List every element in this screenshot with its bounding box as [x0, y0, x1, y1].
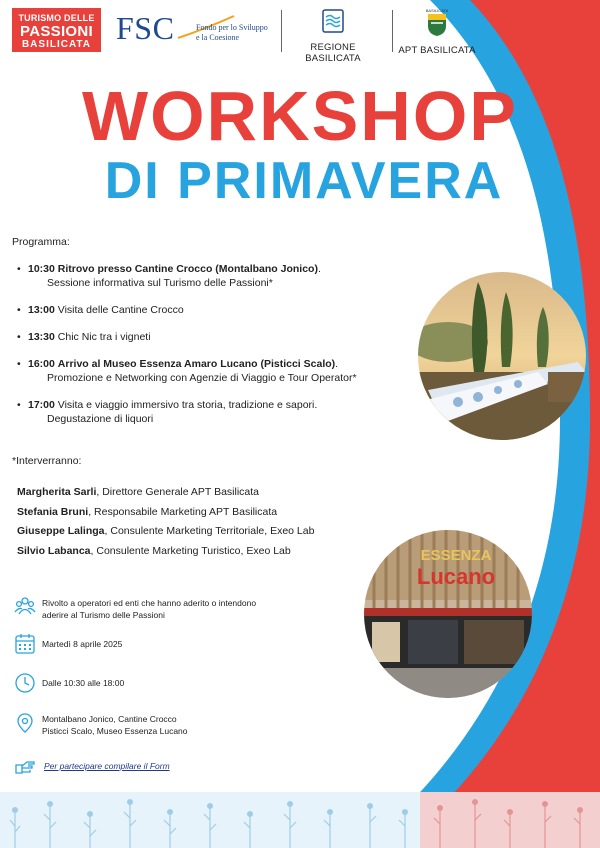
- bullet: •: [17, 358, 21, 370]
- location-pin-icon: [14, 712, 36, 734]
- header-divider: [281, 10, 282, 52]
- museum-sign-line-2: Lucano: [416, 564, 496, 589]
- speaker-role: , Responsabile Marketing APT Basilicata: [88, 506, 278, 518]
- turismo-delle-passioni-logo: [12, 8, 101, 52]
- event-date: Martedì 8 aprile 2025: [42, 639, 123, 649]
- group-people-icon: [14, 595, 36, 617]
- audience-line-1: Rivolto a operatori ed enti che hanno aderito o intendono: [42, 598, 257, 608]
- bullet: •: [17, 399, 21, 411]
- apt-crest-text: BASILICATA: [425, 8, 449, 13]
- speaker-row: [17, 506, 277, 518]
- apt-name: APT BASILICATA: [398, 45, 476, 56]
- speaker-row: [17, 486, 259, 498]
- speaker-role: , Consulente Marketing Territoriale, Exeo Lab: [104, 525, 315, 537]
- pointing-hand-icon: [14, 755, 36, 777]
- item-time: 10:30: [28, 263, 55, 275]
- title-workshop: WORKSHOP: [82, 77, 518, 155]
- item-text-bold: Arrivo al Museo Essenza Amaro Lucano (Pisticci Scalo): [57, 358, 336, 370]
- floral-bottom-band: [0, 792, 600, 848]
- speaker-name: Silvio Labanca: [17, 545, 91, 557]
- museum-sign-line-1: ESSENZA: [420, 547, 492, 564]
- item-text: .: [317, 263, 321, 275]
- fsc-logo: FSC: [116, 10, 175, 46]
- logo-line-1: TURISMO DELLE: [18, 13, 95, 23]
- apt-crest-icon: [425, 7, 449, 37]
- item-text: Visita delle Cantine Crocco: [57, 304, 184, 316]
- item-time: 13:00: [28, 304, 55, 316]
- programme-item: [17, 262, 321, 290]
- audience-info: [42, 598, 256, 621]
- item-sub: Promozione e Networking con Agenzie di Viaggio e Tour Operator*: [47, 372, 357, 384]
- item-text: .: [335, 358, 339, 370]
- bullet: •: [17, 331, 21, 343]
- header-divider: [392, 10, 393, 52]
- title-line-2: DI PRIMAVERA: [104, 152, 504, 210]
- location-line-1: Montalbano Jonico, Cantine Crocco: [42, 714, 177, 724]
- logo-line-2: PASSIONI: [20, 23, 93, 40]
- museum-essenza-lucano-photo: [364, 530, 532, 698]
- fsc-subtitle-line-1: Fondo per lo Sviluppo: [196, 23, 268, 32]
- speaker-role: , Direttore Generale APT Basilicata: [96, 486, 260, 498]
- item-time: 17:00: [28, 399, 55, 411]
- regione-basilicata-logo: [287, 9, 379, 64]
- registration-form-link[interactable]: Per partecipare compilare il Form: [44, 761, 170, 771]
- speaker-role: , Consulente Marketing Turistico, Exeo Lab: [90, 545, 291, 557]
- programme-label: Programma:: [12, 236, 70, 248]
- fsc-subtitle: [196, 23, 268, 43]
- programme-item: [17, 357, 357, 385]
- fsc-subtitle-line-2: e la Coesione: [196, 33, 240, 42]
- item-text-bold: Ritrovo presso Cantine Crocco (Montalbano Jonico): [57, 263, 318, 275]
- item-sub: Sessione informativa sul Turismo delle Passioni*: [47, 277, 273, 289]
- speaker-name: Giuseppe Lalinga: [17, 525, 105, 537]
- calendar-icon: [14, 633, 36, 655]
- speakers-label: *Interverranno:: [12, 455, 82, 467]
- speaker-row: [17, 525, 314, 537]
- speaker-name: Stefania Bruni: [17, 506, 89, 518]
- bullet: •: [17, 304, 21, 316]
- speaker-row: [17, 545, 291, 557]
- item-text: Visita e viaggio immersivo tra storia, tradizione e sapori.: [57, 399, 318, 411]
- event-location: [42, 714, 188, 737]
- logo-line-3: BASILICATA: [21, 39, 92, 50]
- speaker-name: Margherita Sarli: [17, 486, 97, 498]
- item-time: 16:00: [28, 358, 55, 370]
- item-time: 13:30: [28, 331, 55, 343]
- programme-item: [17, 330, 151, 344]
- programme-item: [17, 398, 317, 426]
- clock-icon: [14, 672, 36, 694]
- location-line-2: Pisticci Scalo, Museo Essenza Lucano: [42, 725, 188, 736]
- programme-item: [17, 303, 184, 317]
- bullet: •: [17, 263, 21, 275]
- item-text: Chic Nic tra i vigneti: [57, 331, 151, 343]
- vineyard-dinner-photo: [418, 272, 586, 440]
- regione-crest-icon: [322, 9, 344, 33]
- item-sub: Degustazione di liquori: [47, 413, 154, 425]
- audience-line-2: aderire al Turismo delle Passioni: [42, 609, 165, 620]
- title-di-primavera: [0, 154, 600, 208]
- event-time: Dalle 10:30 alle 18:00: [42, 678, 125, 688]
- regione-name: REGIONE BASILICATA: [305, 42, 361, 64]
- apt-basilicata-logo: [398, 7, 476, 56]
